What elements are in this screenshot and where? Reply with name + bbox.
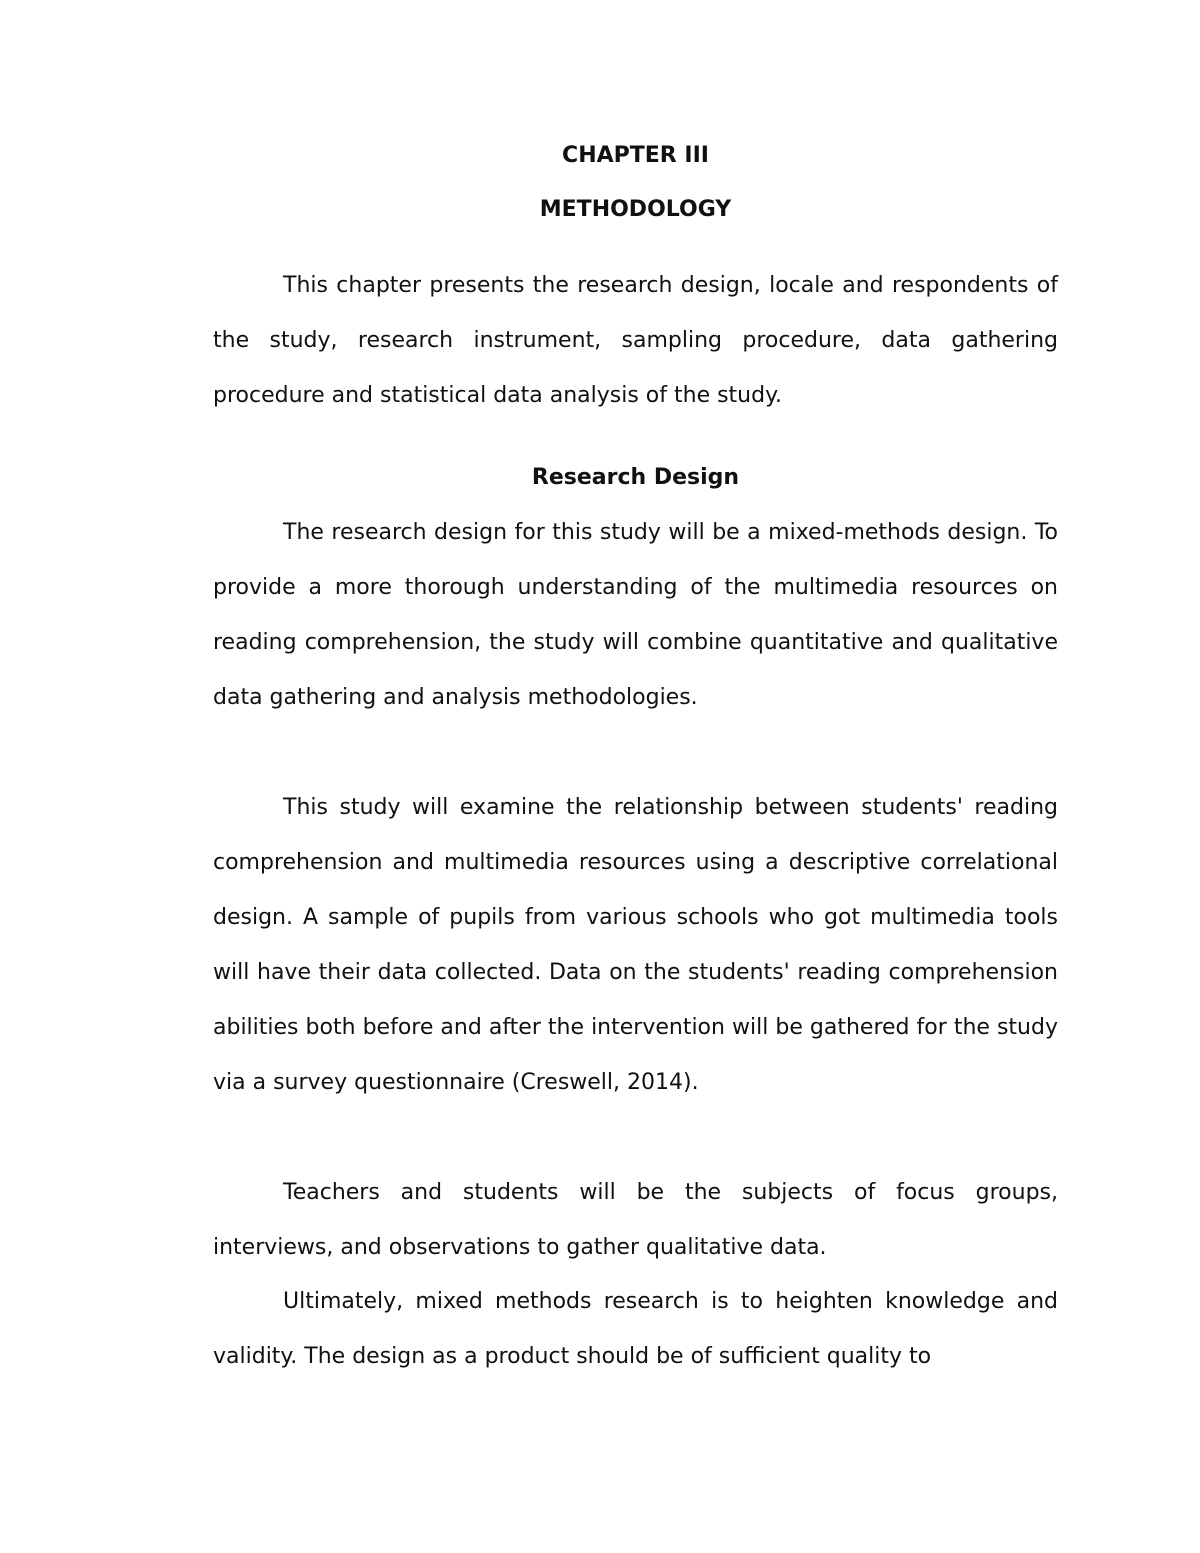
paragraph-validity: Ultimately, mixed methods research is to heighten knowledge and validity. The design as a product should be of sufficient quality to <box>213 1289 1058 1369</box>
paragraph-mixed-methods: The research design for this study will be a mixed-methods design. To provide a more thorough understanding of the multimedia resources on reading comprehension, the study will combine quantitative and qualitative data gathering and analysis methodologies. <box>213 520 1058 710</box>
chapter-title: METHODOLOGY <box>539 197 732 222</box>
paragraph-qualitative-data: Teachers and students will be the subjects of focus groups, interviews, and observations to gather qualitative data. <box>213 1180 1058 1260</box>
intro-paragraph: This chapter presents the research design, locale and respondents of the study, research instrument, sampling procedure, data gathering procedure and statistical data analysis of the study. <box>213 273 1058 408</box>
section-title: Research Design <box>531 465 740 490</box>
chapter-label: CHAPTER III <box>562 143 709 168</box>
paragraph-correlational-design: This study will examine the relationship between students' reading comprehension and multimedia resources using a descriptive correlational design. A sample of pupils from various schools who got multimedia tools will have their data collected. Data on the students' reading comprehension abilities both before and after the intervention will be gathered for the study via a survey questionnaire (Creswell, 2014). <box>213 795 1058 1095</box>
